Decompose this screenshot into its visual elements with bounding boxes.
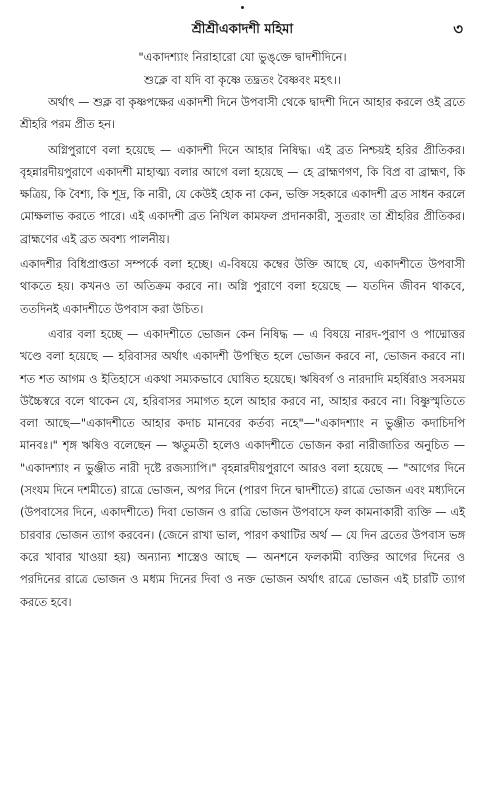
verse-line-2: শুক্লে বা যদি বা কৃষ্ণে তদ্ব্রতং বৈষ্ণবং মহৎ।। — [143, 73, 342, 87]
paragraph-prohibition: এবার বলা হচ্ছে — একাদশীতে ভোজন কেন নিষিদ্ধ — এ বিষয়ে নারদ-পুরাণ ও পাদ্মোত্তর খণ্ডে বলা হয়েছে — হরিবাসর অর্থাৎ একাদশী উপস্থিত হলে ভোজন করবে না, ভোজন করবে না। শত শত আগম ও ইতিহাসে একথা সম্যকভাবে ঘোষিত হয়েছে। ঋষিবর্গ ও নারদাদি মহর্ষিরাও সবসময় উচ্চৈস্বরে বলে থাকেন যে, হরিবাসর সমাগত হলে আহার করবে না, আহার করবে না। বিষ্ণুস্মৃতিতে বলা আছে—"একাদশীতে আহার কদাচ মানবের কর্তব্য নহে"—"একাদশ্যাং ন ভুঞ্জীত কদাচিদপি মানবঃ।" শৃঙ্গ ঋষিও বলেছেন — ঋতুমতী হলেও একাদশীতে ভোজন করা নারীজাতির অনুচিত — "একাদশ্যাং ন ভুঞ্জীত নারী দৃষ্টে রজস্যাপি।" বৃহন্নারদীয়পুরাণে আরও বলা হয়েছে — "আগের দিনে (সংযম দিনে দশমীতে) রাত্রে ভোজন, অপর দিনে (পারণ দিনে দ্বাদশীতে) রাত্রে ভোজন এবং মধ্যদিনে (উপবাসের দিনে, একাদশীতে) দিবা ভোজন ও রাত্রি ভোজন উপবাসে ফল কামনাকারী ব্যক্তি — এই চারবার ভোজন ত্যাগ করবেন। (জেনে রাখা ভাল, পারণ কথাটির অর্থ — যে দিন ব্রতের উপবাস ভঙ্গ করে খাবার খাওয়া হয়) অন্যান্য শাস্ত্রেও আছে — অনশনে ফলকামী ব্যক্তির আগের দিনের ও পরদিনের রাত্রে ভোজন ও মধ্যম দিনের দিবা ও নক্ত ভোজন অর্থাৎ রাত্রে ভোজন এই চারটি ত্যাগ করতে হবে। — [20, 327, 465, 609]
sanskrit-verse — [20, 46, 465, 92]
verse-line-1: "একাদশ্যাং নিরাহারো যো ভুঙ্‌ক্তে দ্বাদশীদিনে। — [138, 50, 347, 64]
paragraph-meaning: অর্থাৎ — শুক্ল বা কৃষ্ণপক্ষের একাদশী দিনে উপবাসী থেকে দ্বাদশী দিনে আহার করলে ওই ব্রতে শ্রীহরি পরম প্রীত হন। — [20, 96, 465, 132]
page-header — [20, 14, 465, 38]
print-dot — [241, 6, 244, 9]
running-title: শ্রীশ্রীএকাদশী মহিমা — [191, 22, 294, 37]
page-number: ৩ — [453, 20, 463, 38]
paragraph-agni-purana: অগ্নিপুরাণে বলা হয়েছে — একাদশী দিনে আহার নিষিদ্ধ। এই ব্রত নিশ্চয়ই হরির প্রীতিকর। বৃহন্নারদীয়পুরাণে একাদশী মাহাত্ম্য বলার আগে বলা হয়েছে — হে ব্রাহ্মণগণ, কি বিপ্র বা ব্রাহ্মণ, কি ক্ষত্রিয়, কি বৈশ্য, কি শূদ্র, কি নারী, যে কেউই হোক না কেন, ভক্তি সহকারে একাদশী ব্রত সাধন করলে মোক্ষলাভ করতে পারে। এই একাদশী ব্রত নিখিল কামফল প্রদানকারী, সুতরাং তা শ্রীহরির প্রীতিকর। ব্রাহ্মণের এই ব্রত অবশ্য পালনীয়। — [20, 143, 465, 246]
paragraph-observance: একাদশীর বিধিপ্রাপ্ততা সম্পর্কে বলা হচ্ছে। এ-বিষয়ে কম্বের উক্তি আছে যে, একাদশীতে উপবাসী থাকতে হয়। কখনও তা অতিক্রম করবে না। অগ্নি পুরাণে বলা হয়েছে — যতদিন জীবন থাকবে, ততদিনই একাদশীতে উপবাস করা উচিত। — [20, 258, 465, 316]
